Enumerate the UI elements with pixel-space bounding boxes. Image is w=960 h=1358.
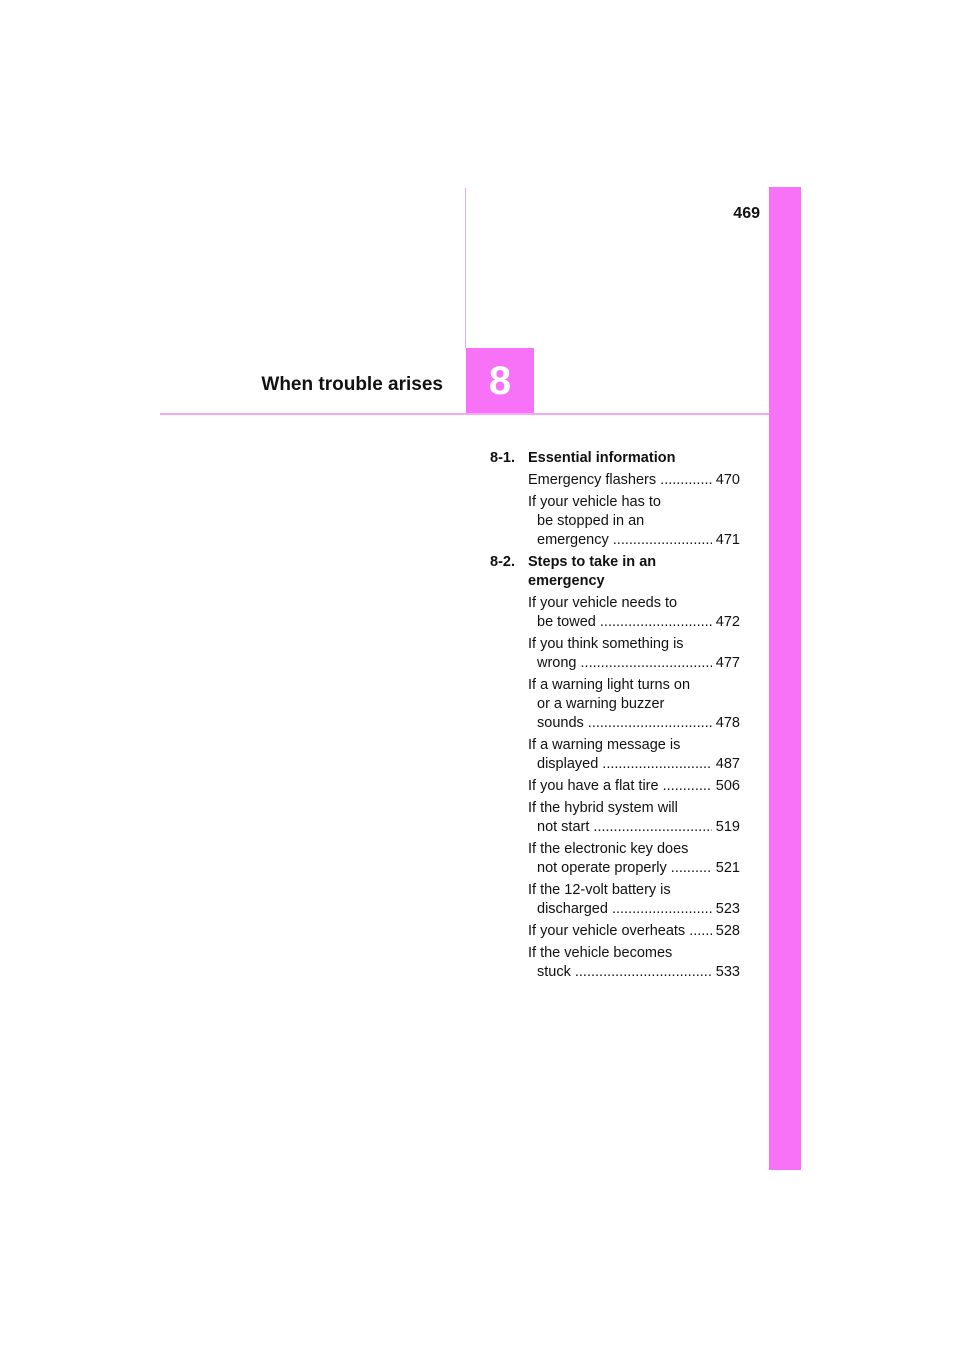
toc-entry[interactable]: [528, 736, 740, 774]
toc-entry[interactable]: [528, 922, 740, 941]
toc-entry-title: If the hybrid system will not start .....: [528, 799, 712, 837]
toc-entry[interactable]: [528, 777, 740, 796]
toc-entry-page-number: 470: [712, 471, 740, 490]
toc-entry-title: If the 12-volt battery is discharged .....: [528, 881, 712, 919]
toc-entry-title: If your vehicle needs to be towed .....: [528, 594, 712, 632]
page-number: 469: [733, 205, 760, 222]
toc-entry[interactable]: [528, 881, 740, 919]
toc-section: [490, 449, 740, 550]
toc-entry-page-number: 533: [712, 963, 740, 982]
toc-entry-title: If you have a flat tire .....: [528, 777, 712, 796]
toc-entry-page-number: 523: [712, 900, 740, 919]
toc-entry[interactable]: [528, 471, 740, 490]
toc-section-number: 8-1.: [490, 450, 515, 466]
toc-entry-page-number: 477: [712, 654, 740, 673]
chapter-number-box: [466, 348, 534, 414]
toc-entry-title: If the vehicle becomes stuck .....: [528, 944, 712, 982]
toc-entry-page-number: 506: [712, 777, 740, 796]
toc-entry[interactable]: [528, 635, 740, 673]
toc-section-title: Essential information: [528, 450, 676, 466]
toc-entry-title: If you think something is wrong .....: [528, 635, 712, 673]
toc-entry-title: If a warning message is displayed .....: [528, 736, 712, 774]
toc-entry-page-number: 471: [712, 531, 740, 550]
toc-entry-page-number: 521: [712, 859, 740, 878]
toc-entry[interactable]: [528, 799, 740, 837]
toc-entry-title: If a warning light turns on or a warning buzzer sounds .....: [528, 676, 712, 733]
toc-section-heading: [490, 553, 740, 591]
toc-entry-list: [490, 471, 740, 550]
chapter-number: 8: [488, 358, 512, 403]
toc-entry[interactable]: [528, 676, 740, 733]
toc-entry-title: If your vehicle has to be stopped in an emergency .....: [528, 493, 712, 550]
toc-entry-title: If the electronic key does not operate properly .....: [528, 840, 712, 878]
toc-section-title: Steps to take in an emergency: [528, 554, 657, 589]
toc-section-heading: [490, 449, 740, 468]
toc-section-number: 8-2.: [490, 554, 515, 570]
toc-entry-page-number: 472: [712, 613, 740, 632]
toc-entry-page-number: 487: [712, 755, 740, 774]
toc-entry-title: Emergency flashers .....: [528, 471, 712, 490]
table-of-contents: [490, 449, 740, 985]
toc-entry[interactable]: [528, 493, 740, 550]
toc-entry-page-number: 528: [712, 922, 740, 941]
toc-entry[interactable]: [528, 944, 740, 982]
toc-entry[interactable]: [528, 840, 740, 878]
chapter-title: When trouble arises: [261, 374, 443, 395]
toc-entry-list: [490, 594, 740, 982]
chapter-side-tab: [769, 187, 801, 1170]
toc-entry-page-number: 519: [712, 818, 740, 837]
toc-entry-page-number: 478: [712, 714, 740, 733]
toc-entry-title: If your vehicle overheats .....: [528, 922, 712, 941]
toc-section: [490, 553, 740, 982]
toc-entry[interactable]: [528, 594, 740, 632]
chapter-divider-vertical: [465, 188, 466, 348]
chapter-divider-horizontal: [160, 413, 769, 415]
